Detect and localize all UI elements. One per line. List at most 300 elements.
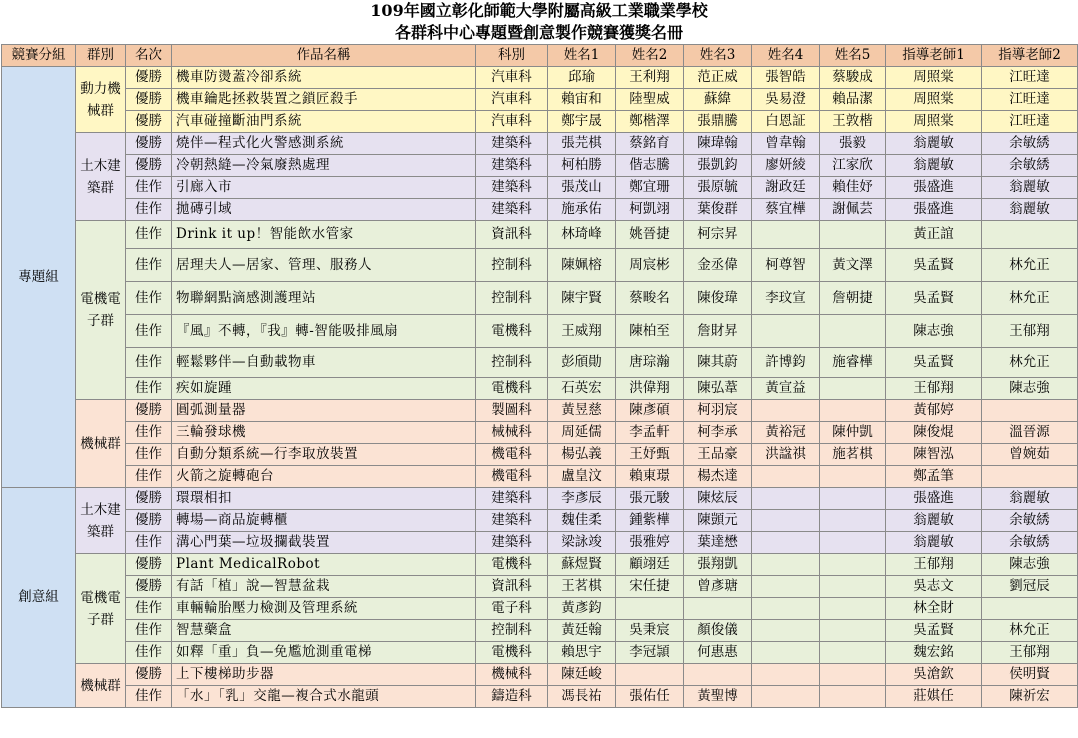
table-row [2, 642, 1078, 664]
name2-cell: 鍾紫樺 [616, 510, 684, 532]
name1-cell: 彭頎勛 [548, 348, 616, 378]
name4-cell [752, 400, 820, 422]
dept-cell: 資訊科 [476, 221, 548, 249]
name4-cell [752, 620, 820, 642]
name3-cell: 曾彥瑭 [684, 576, 752, 598]
table-row [2, 249, 1078, 282]
name1-cell: 張茂山 [548, 177, 616, 199]
name1-cell: 王茗棋 [548, 576, 616, 598]
table-row [2, 155, 1078, 177]
name1-cell: 陳宇賢 [548, 282, 616, 315]
teacher1-cell: 翁麗敏 [886, 133, 982, 155]
header-dept: 科別 [476, 45, 548, 67]
name5-cell [820, 664, 886, 686]
table-row [2, 67, 1078, 89]
name4-cell [752, 532, 820, 554]
teacher1-cell: 吳志文 [886, 576, 982, 598]
rank-cell: 佳作 [126, 315, 172, 348]
name5-cell: 江家欣 [820, 155, 886, 177]
teacher1-cell: 翁麗敏 [886, 532, 982, 554]
name5-cell: 謝佩芸 [820, 199, 886, 221]
work-name-cell: 智慧藥盒 [172, 620, 476, 642]
rank-cell: 優勝 [126, 67, 172, 89]
teacher2-cell: 江旺達 [982, 111, 1078, 133]
name2-cell: 蔡銘育 [616, 133, 684, 155]
name1-cell: 盧皇汶 [548, 466, 616, 488]
table-row [2, 510, 1078, 532]
dept-cell: 製圖科 [476, 400, 548, 422]
name4-cell: 張智皓 [752, 67, 820, 89]
rank-cell: 佳作 [126, 177, 172, 199]
name3-cell: 陳其蔚 [684, 348, 752, 378]
name2-cell: 周宸彬 [616, 249, 684, 282]
name5-cell [820, 315, 886, 348]
name2-cell: 張佑任 [616, 686, 684, 708]
dept-cell: 機電科 [476, 466, 548, 488]
name4-cell: 黃裕冠 [752, 422, 820, 444]
dept-cell: 電子科 [476, 598, 548, 620]
name5-cell [820, 686, 886, 708]
name4-cell: 李玟宣 [752, 282, 820, 315]
name4-cell: 柯尊智 [752, 249, 820, 282]
work-name-cell: 圓弧測量器 [172, 400, 476, 422]
dept-cell: 電機科 [476, 378, 548, 400]
teacher1-cell: 黃郁婷 [886, 400, 982, 422]
dept-cell: 建築科 [476, 155, 548, 177]
name5-cell: 詹朝捷 [820, 282, 886, 315]
name5-cell: 賴佳妤 [820, 177, 886, 199]
teacher2-cell: 林允正 [982, 282, 1078, 315]
dept-cell: 鑄造科 [476, 686, 548, 708]
name4-cell [752, 221, 820, 249]
name1-cell: 馮長祐 [548, 686, 616, 708]
name2-cell: 吳秉宸 [616, 620, 684, 642]
name4-cell [752, 642, 820, 664]
dept-cell: 汽車科 [476, 67, 548, 89]
name2-cell: 顧翊廷 [616, 554, 684, 576]
rank-cell: 佳作 [126, 422, 172, 444]
table-row [2, 620, 1078, 642]
name3-cell: 柯李承 [684, 422, 752, 444]
teacher1-cell: 張盛進 [886, 199, 982, 221]
name3-cell: 張凱鈞 [684, 155, 752, 177]
teacher1-cell: 王郁翔 [886, 378, 982, 400]
rank-cell: 優勝 [126, 89, 172, 111]
teacher1-cell: 吳孟賢 [886, 620, 982, 642]
name5-cell: 蔡駿成 [820, 67, 886, 89]
name5-cell [820, 221, 886, 249]
name3-cell: 何惠惠 [684, 642, 752, 664]
teacher1-cell: 吳孟賢 [886, 282, 982, 315]
name1-cell: 賴思宇 [548, 642, 616, 664]
name3-cell [684, 664, 752, 686]
dept-cell: 汽車科 [476, 89, 548, 111]
dept-cell: 控制科 [476, 282, 548, 315]
teacher1-cell: 周照棠 [886, 89, 982, 111]
name2-cell: 陳柏至 [616, 315, 684, 348]
name3-cell: 陳顗元 [684, 510, 752, 532]
rank-cell: 佳作 [126, 686, 172, 708]
name3-cell: 黃聖博 [684, 686, 752, 708]
group-label: 土木建築群 [76, 133, 126, 221]
work-name-cell: 汽車碰撞斷油門系統 [172, 111, 476, 133]
rank-cell: 佳作 [126, 221, 172, 249]
teacher1-cell: 周照棠 [886, 111, 982, 133]
title-line-1: 109年國立彰化師範大學附屬高級工業職業學校 [370, 1, 708, 20]
dept-cell: 械械科 [476, 422, 548, 444]
name1-cell: 柯柏勝 [548, 155, 616, 177]
teacher2-cell: 翁麗敏 [982, 199, 1078, 221]
teacher2-cell [982, 598, 1078, 620]
dept-cell: 建築科 [476, 133, 548, 155]
name3-cell: 陳瑋翰 [684, 133, 752, 155]
work-name-cell: 車輛輪胎壓力檢測及管理系統 [172, 598, 476, 620]
name3-cell: 蘇緯 [684, 89, 752, 111]
name4-cell [752, 686, 820, 708]
dept-cell: 電機科 [476, 315, 548, 348]
teacher2-cell: 林允正 [982, 620, 1078, 642]
name5-cell: 張毅 [820, 133, 886, 155]
group-label: 機械群 [76, 664, 126, 708]
name5-cell [820, 642, 886, 664]
name2-cell: 姚晉捷 [616, 221, 684, 249]
work-name-cell: 輕鬆夥伴—自動載物車 [172, 348, 476, 378]
table-row [2, 400, 1078, 422]
work-name-cell: 冷朝熱縫—冷氣廢熱處理 [172, 155, 476, 177]
name2-cell: 李冠頴 [616, 642, 684, 664]
header-group: 群別 [76, 45, 126, 67]
rank-cell: 優勝 [126, 664, 172, 686]
name5-cell [820, 378, 886, 400]
name5-cell: 施睿樺 [820, 348, 886, 378]
name2-cell: 偕志騰 [616, 155, 684, 177]
rank-cell: 優勝 [126, 554, 172, 576]
name2-cell: 王妤甄 [616, 444, 684, 466]
teacher2-cell: 陳志強 [982, 554, 1078, 576]
rank-cell: 優勝 [126, 133, 172, 155]
group-label: 動力機械群 [76, 67, 126, 133]
dept-cell: 建築科 [476, 510, 548, 532]
rank-cell: 優勝 [126, 488, 172, 510]
name5-cell [820, 466, 886, 488]
title-line-2: 各群科中心專題暨創意製作競賽獲獎名冊 [394, 23, 683, 42]
name5-cell [820, 532, 886, 554]
dept-cell: 資訊科 [476, 576, 548, 598]
name1-cell: 周延儒 [548, 422, 616, 444]
name4-cell [752, 598, 820, 620]
name2-cell: 李孟軒 [616, 422, 684, 444]
header-row [2, 45, 1078, 67]
table-row [2, 466, 1078, 488]
rank-cell: 優勝 [126, 111, 172, 133]
name1-cell: 魏佳柔 [548, 510, 616, 532]
name2-cell: 唐琮瀚 [616, 348, 684, 378]
name4-cell [752, 488, 820, 510]
name1-cell: 陳廷峻 [548, 664, 616, 686]
work-name-cell: 三輪發球機 [172, 422, 476, 444]
table-row [2, 282, 1078, 315]
rank-cell: 佳作 [126, 466, 172, 488]
teacher2-cell [982, 221, 1078, 249]
rank-cell: 佳作 [126, 348, 172, 378]
award-table [1, 44, 1078, 708]
work-name-cell: 疾如旋踵 [172, 378, 476, 400]
work-name-cell: 機車防燙蓋冷卻系統 [172, 67, 476, 89]
name4-cell: 蔡宜樺 [752, 199, 820, 221]
rank-cell: 佳作 [126, 378, 172, 400]
name5-cell: 陳仲凱 [820, 422, 886, 444]
name1-cell: 石英宏 [548, 378, 616, 400]
name3-cell: 金丞偉 [684, 249, 752, 282]
table-row [2, 133, 1078, 155]
name2-cell: 蔡畯名 [616, 282, 684, 315]
section-label: 專題組 [2, 67, 76, 488]
table-row [2, 348, 1078, 378]
name2-cell: 張元駿 [616, 488, 684, 510]
name3-cell: 顏俊儀 [684, 620, 752, 642]
name1-cell: 賴宙和 [548, 89, 616, 111]
rank-cell: 佳作 [126, 598, 172, 620]
work-name-cell: 引廊入市 [172, 177, 476, 199]
teacher2-cell: 翁麗敏 [982, 488, 1078, 510]
name3-cell: 張翔凱 [684, 554, 752, 576]
name1-cell: 蘇煜賢 [548, 554, 616, 576]
dept-cell: 機械科 [476, 664, 548, 686]
work-name-cell: Plant MedicalRobot [172, 554, 476, 576]
name4-cell: 白恩証 [752, 111, 820, 133]
work-name-cell: 拋磚引域 [172, 199, 476, 221]
work-name-cell: 機車鑰匙拯救裝置之鎖匠殺手 [172, 89, 476, 111]
teacher2-cell: 王郁翔 [982, 315, 1078, 348]
dept-cell: 建築科 [476, 488, 548, 510]
teacher2-cell: 陳祈宏 [982, 686, 1078, 708]
name1-cell: 梁詠竣 [548, 532, 616, 554]
name1-cell: 鄭宇晟 [548, 111, 616, 133]
teacher1-cell: 吳孟賢 [886, 249, 982, 282]
name5-cell [820, 510, 886, 532]
teacher1-cell: 周照棠 [886, 67, 982, 89]
teacher1-cell: 陳俊焜 [886, 422, 982, 444]
work-name-cell: 物聯網點滴感測護理站 [172, 282, 476, 315]
teacher1-cell: 翁麗敏 [886, 155, 982, 177]
name1-cell: 邱瑜 [548, 67, 616, 89]
header-name1: 姓名1 [548, 45, 616, 67]
dept-cell: 建築科 [476, 532, 548, 554]
table-row [2, 177, 1078, 199]
name5-cell: 賴品潔 [820, 89, 886, 111]
work-name-cell: 上下樓梯助步器 [172, 664, 476, 686]
name2-cell: 宋任捷 [616, 576, 684, 598]
name4-cell [752, 510, 820, 532]
header-name4: 姓名4 [752, 45, 820, 67]
teacher1-cell: 陳志強 [886, 315, 982, 348]
rank-cell: 優勝 [126, 576, 172, 598]
dept-cell: 控制科 [476, 249, 548, 282]
name1-cell: 黃昱慈 [548, 400, 616, 422]
name3-cell: 柯羽宸 [684, 400, 752, 422]
header-name3: 姓名3 [684, 45, 752, 67]
name4-cell: 許博鈞 [752, 348, 820, 378]
name4-cell: 廖妍綾 [752, 155, 820, 177]
teacher1-cell: 張盛進 [886, 488, 982, 510]
dept-cell: 控制科 [476, 620, 548, 642]
name5-cell [820, 554, 886, 576]
name4-cell [752, 554, 820, 576]
teacher2-cell [982, 466, 1078, 488]
rank-cell: 佳作 [126, 249, 172, 282]
name1-cell: 李彥辰 [548, 488, 616, 510]
name4-cell: 吳易澄 [752, 89, 820, 111]
name2-cell: 賴東璟 [616, 466, 684, 488]
work-name-cell: 轉場—商品旋轉櫃 [172, 510, 476, 532]
table-row [2, 554, 1078, 576]
teacher2-cell: 余敏綉 [982, 155, 1078, 177]
work-name-cell: 燒伴—程式化火警感測系統 [172, 133, 476, 155]
rank-cell: 優勝 [126, 400, 172, 422]
rank-cell: 佳作 [126, 282, 172, 315]
table-row [2, 532, 1078, 554]
dept-cell: 控制科 [476, 348, 548, 378]
name4-cell [752, 466, 820, 488]
name4-cell: 曾韋翰 [752, 133, 820, 155]
name1-cell: 張芫棋 [548, 133, 616, 155]
name1-cell: 林琦峰 [548, 221, 616, 249]
rank-cell: 佳作 [126, 532, 172, 554]
teacher1-cell: 林全財 [886, 598, 982, 620]
table-row [2, 444, 1078, 466]
dept-cell: 建築科 [476, 199, 548, 221]
teacher2-cell: 王郁翔 [982, 642, 1078, 664]
work-name-cell: 有話「植」說—智慧盆栽 [172, 576, 476, 598]
teacher2-cell: 溫晉源 [982, 422, 1078, 444]
table-row [2, 598, 1078, 620]
header-rank: 名次 [126, 45, 172, 67]
work-name-cell: 居理夫人—居家、管理、服務人 [172, 249, 476, 282]
name2-cell: 陳彥碩 [616, 400, 684, 422]
group-label: 電機電子群 [76, 221, 126, 400]
name2-cell: 柯凱翊 [616, 199, 684, 221]
teacher2-cell: 余敏綉 [982, 133, 1078, 155]
name2-cell: 鄭宜珊 [616, 177, 684, 199]
name5-cell [820, 576, 886, 598]
table-row [2, 111, 1078, 133]
work-name-cell: 如釋「重」負—免尷尬測重電梯 [172, 642, 476, 664]
table-row [2, 664, 1078, 686]
name3-cell: 楊杰達 [684, 466, 752, 488]
rank-cell: 佳作 [126, 620, 172, 642]
name3-cell: 葉俊群 [684, 199, 752, 221]
name4-cell [752, 576, 820, 598]
name5-cell [820, 598, 886, 620]
name3-cell [684, 598, 752, 620]
name2-cell: 張雅婷 [616, 532, 684, 554]
name2-cell: 陸聖威 [616, 89, 684, 111]
name2-cell [616, 598, 684, 620]
name4-cell [752, 664, 820, 686]
teacher2-cell: 余敏綉 [982, 532, 1078, 554]
name3-cell: 柯宗昇 [684, 221, 752, 249]
name1-cell: 陳姵榕 [548, 249, 616, 282]
work-name-cell: 自動分類系統—行李取放裝置 [172, 444, 476, 466]
dept-cell: 電機科 [476, 554, 548, 576]
work-name-cell: 火箭之旋轉砲台 [172, 466, 476, 488]
dept-cell: 汽車科 [476, 111, 548, 133]
teacher1-cell: 張盛進 [886, 177, 982, 199]
header-section: 競賽分組 [2, 45, 76, 67]
teacher1-cell: 莊娸任 [886, 686, 982, 708]
name4-cell: 謝政廷 [752, 177, 820, 199]
section-label: 創意組 [2, 488, 76, 708]
name3-cell: 陳弘葦 [684, 378, 752, 400]
work-name-cell: 溝心門葉—垃圾攔截裝置 [172, 532, 476, 554]
teacher2-cell: 侯明賢 [982, 664, 1078, 686]
name3-cell: 王品豪 [684, 444, 752, 466]
dept-cell: 機電科 [476, 444, 548, 466]
teacher2-cell: 翁麗敏 [982, 177, 1078, 199]
name1-cell: 王威翔 [548, 315, 616, 348]
name1-cell: 黃廷翰 [548, 620, 616, 642]
name3-cell: 葉達懋 [684, 532, 752, 554]
table-row [2, 199, 1078, 221]
name4-cell [752, 315, 820, 348]
teacher2-cell: 陳志強 [982, 378, 1078, 400]
name5-cell [820, 620, 886, 642]
name3-cell: 詹財昇 [684, 315, 752, 348]
work-name-cell: 「水」「乳」交龍—複合式水龍頭 [172, 686, 476, 708]
work-name-cell: 環環相扣 [172, 488, 476, 510]
name4-cell: 黃宣益 [752, 378, 820, 400]
teacher1-cell: 王郁翔 [886, 554, 982, 576]
name5-cell: 王敦楷 [820, 111, 886, 133]
work-name-cell: 『風』不轉，『我』轉-智能吸排風扇 [172, 315, 476, 348]
teacher2-cell: 江旺達 [982, 89, 1078, 111]
rank-cell: 佳作 [126, 642, 172, 664]
table-row [2, 221, 1078, 249]
teacher2-cell: 曾婉茹 [982, 444, 1078, 466]
table-row [2, 315, 1078, 348]
teacher1-cell: 魏宏銘 [886, 642, 982, 664]
teacher2-cell: 江旺達 [982, 67, 1078, 89]
name3-cell: 張鼎騰 [684, 111, 752, 133]
teacher2-cell: 林允正 [982, 348, 1078, 378]
name1-cell: 黃彥鈞 [548, 598, 616, 620]
dept-cell: 電機科 [476, 642, 548, 664]
name5-cell [820, 488, 886, 510]
name4-cell: 洪諡祺 [752, 444, 820, 466]
teacher2-cell: 劉冠辰 [982, 576, 1078, 598]
name1-cell: 楊弘義 [548, 444, 616, 466]
name5-cell: 施茗棋 [820, 444, 886, 466]
rank-cell: 佳作 [126, 199, 172, 221]
name2-cell: 洪偉翔 [616, 378, 684, 400]
group-label: 電機電子群 [76, 554, 126, 664]
header-teacher1: 指導老師1 [886, 45, 982, 67]
header-work-name: 作品名稱 [172, 45, 476, 67]
table-row [2, 89, 1078, 111]
work-name-cell: Drink it up！智能飲水管家 [172, 221, 476, 249]
table-row [2, 422, 1078, 444]
header-name2: 姓名2 [616, 45, 684, 67]
table-row [2, 378, 1078, 400]
teacher1-cell: 吳滄欽 [886, 664, 982, 686]
rank-cell: 佳作 [126, 444, 172, 466]
rank-cell: 優勝 [126, 510, 172, 532]
group-label: 土木建築群 [76, 488, 126, 554]
header-teacher2: 指導老師2 [982, 45, 1078, 67]
header-name5: 姓名5 [820, 45, 886, 67]
name5-cell: 黃文澤 [820, 249, 886, 282]
teacher1-cell: 鄭孟筆 [886, 466, 982, 488]
